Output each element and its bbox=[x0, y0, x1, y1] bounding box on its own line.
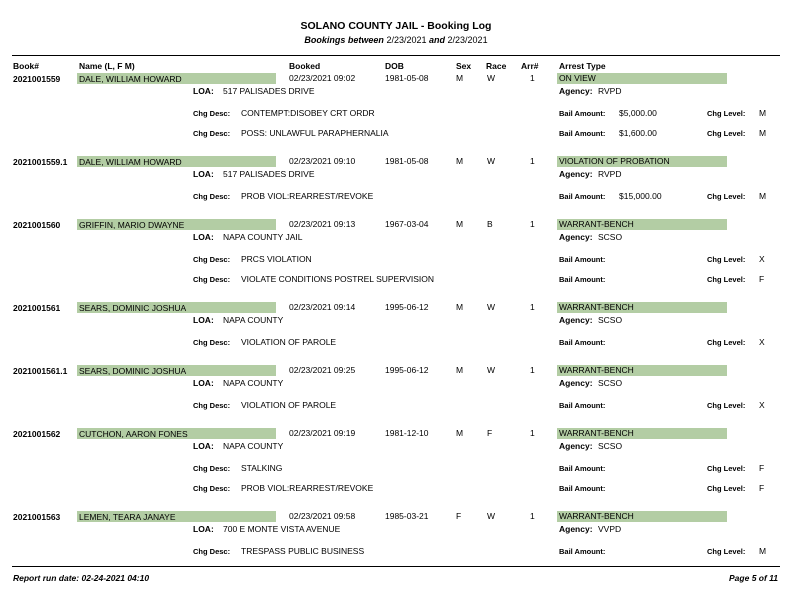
agency-label: Agency: bbox=[559, 315, 593, 325]
sex: M bbox=[456, 365, 464, 375]
footer-rule bbox=[12, 566, 780, 567]
race: W bbox=[487, 73, 496, 83]
col-header-book: Book# bbox=[13, 61, 39, 71]
chg-level-value: F bbox=[759, 463, 765, 473]
dob: 1995-06-12 bbox=[385, 365, 429, 375]
chg-desc-label: Chg Desc: bbox=[193, 484, 231, 493]
agency-value: VVPD bbox=[598, 524, 622, 534]
book-number: 2021001559 bbox=[13, 74, 61, 84]
bail-amount-label: Bail Amount: bbox=[559, 129, 606, 138]
agency-label: Agency: bbox=[559, 378, 593, 388]
agency-value: SCSO bbox=[598, 315, 623, 325]
chg-level-label: Chg Level: bbox=[707, 401, 746, 410]
loa-label: LOA: bbox=[193, 315, 214, 325]
booked-datetime: 02/23/2021 09:13 bbox=[289, 219, 356, 229]
chg-desc-value: VIOLATE CONDITIONS POSTREL SUPERVISION bbox=[241, 274, 435, 284]
booked-datetime: 02/23/2021 09:10 bbox=[289, 156, 356, 166]
agency-label: Agency: bbox=[559, 441, 593, 451]
chg-desc-value: PROB VIOL:REARREST/REVOKE bbox=[241, 483, 374, 493]
dob: 1981-12-10 bbox=[385, 428, 429, 438]
chg-desc-label: Chg Desc: bbox=[193, 129, 231, 138]
col-header-dob: DOB bbox=[385, 61, 404, 71]
race: B bbox=[487, 219, 493, 229]
arrest-type: ON VIEW bbox=[559, 73, 596, 83]
inmate-name: LEMEN, TEARA JANAYE bbox=[79, 512, 176, 522]
sex: F bbox=[456, 511, 462, 521]
chg-level-label: Chg Level: bbox=[707, 255, 746, 264]
dob: 1981-05-08 bbox=[385, 73, 429, 83]
col-header-sex: Sex bbox=[456, 61, 472, 71]
report-subtitle bbox=[0, 35, 792, 45]
subtitle-prefix: Bookings between bbox=[304, 35, 384, 45]
arrest-type: WARRANT-BENCH bbox=[559, 302, 634, 312]
chg-desc-value: PRCS VIOLATION bbox=[241, 254, 312, 264]
chg-desc-label: Chg Desc: bbox=[193, 338, 231, 347]
loa-value: NAPA COUNTY JAIL bbox=[223, 232, 303, 242]
booked-datetime: 02/23/2021 09:02 bbox=[289, 73, 356, 83]
booked-datetime: 02/23/2021 09:19 bbox=[289, 428, 356, 438]
bail-amount-label: Bail Amount: bbox=[559, 255, 606, 264]
chg-level-value: M bbox=[759, 191, 767, 201]
inmate-name: GRIFFIN, MARIO DWAYNE bbox=[79, 220, 185, 230]
arr-number: 1 bbox=[530, 302, 535, 312]
loa-label: LOA: bbox=[193, 441, 214, 451]
chg-level-label: Chg Level: bbox=[707, 109, 746, 118]
sex: M bbox=[456, 219, 464, 229]
book-number: 2021001562 bbox=[13, 429, 61, 439]
agency-label: Agency: bbox=[559, 232, 593, 242]
chg-desc-value: PROB VIOL:REARREST/REVOKE bbox=[241, 191, 374, 201]
dob: 1967-03-04 bbox=[385, 219, 429, 229]
chg-desc-value: TRESPASS PUBLIC BUSINESS bbox=[241, 546, 365, 556]
race: W bbox=[487, 302, 496, 312]
loa-value: NAPA COUNTY bbox=[223, 315, 284, 325]
arrest-type: WARRANT-BENCH bbox=[559, 428, 634, 438]
bail-amount-value: $15,000.00 bbox=[619, 191, 662, 201]
loa-value: NAPA COUNTY bbox=[223, 441, 284, 451]
dob: 1995-06-12 bbox=[385, 302, 429, 312]
loa-value: 700 E MONTE VISTA AVENUE bbox=[223, 524, 341, 534]
arr-number: 1 bbox=[530, 428, 535, 438]
header-top-rule bbox=[12, 55, 780, 56]
chg-desc-value: VIOLATION OF PAROLE bbox=[241, 400, 337, 410]
page-number: Page 5 of 11 bbox=[729, 573, 778, 583]
chg-desc-label: Chg Desc: bbox=[193, 547, 231, 556]
chg-desc-value: CONTEMPT:DISOBEY CRT ORDR bbox=[241, 108, 375, 118]
chg-desc-label: Chg Desc: bbox=[193, 109, 231, 118]
col-header-arrest-type: Arrest Type bbox=[559, 61, 606, 71]
loa-label: LOA: bbox=[193, 169, 214, 179]
loa-value: NAPA COUNTY bbox=[223, 378, 284, 388]
subtitle-and: and bbox=[429, 35, 446, 45]
col-header-booked: Booked bbox=[289, 61, 321, 71]
chg-desc-label: Chg Desc: bbox=[193, 275, 231, 284]
arrest-type: WARRANT-BENCH bbox=[559, 365, 634, 375]
chg-level-value: X bbox=[759, 254, 765, 264]
chg-level-label: Chg Level: bbox=[707, 338, 746, 347]
chg-desc-value: STALKING bbox=[241, 463, 283, 473]
arrest-type: WARRANT-BENCH bbox=[559, 219, 634, 229]
agency-label: Agency: bbox=[559, 524, 593, 534]
arr-number: 1 bbox=[530, 219, 535, 229]
book-number: 2021001561.1 bbox=[13, 366, 68, 376]
chg-level-value: F bbox=[759, 483, 765, 493]
bail-amount-label: Bail Amount: bbox=[559, 275, 606, 284]
loa-value: 517 PALISADES DRIVE bbox=[223, 86, 315, 96]
inmate-name: DALE, WILLIAM HOWARD bbox=[79, 74, 182, 84]
book-number: 2021001563 bbox=[13, 512, 61, 522]
inmate-name: DALE, WILLIAM HOWARD bbox=[79, 157, 182, 167]
chg-level-value: F bbox=[759, 274, 765, 284]
agency-value: SCSO bbox=[598, 232, 623, 242]
inmate-name: CUTCHON, AARON FONES bbox=[79, 429, 188, 439]
arr-number: 1 bbox=[530, 156, 535, 166]
race: W bbox=[487, 156, 496, 166]
arr-number: 1 bbox=[530, 511, 535, 521]
sex: M bbox=[456, 73, 464, 83]
chg-level-label: Chg Level: bbox=[707, 464, 746, 473]
bail-amount-label: Bail Amount: bbox=[559, 338, 606, 347]
race: F bbox=[487, 428, 493, 438]
chg-level-value: X bbox=[759, 337, 765, 347]
bail-amount-label: Bail Amount: bbox=[559, 401, 606, 410]
chg-desc-label: Chg Desc: bbox=[193, 255, 231, 264]
sex: M bbox=[456, 302, 464, 312]
chg-level-label: Chg Level: bbox=[707, 192, 746, 201]
bail-amount-label: Bail Amount: bbox=[559, 464, 606, 473]
agency-label: Agency: bbox=[559, 86, 593, 96]
chg-level-label: Chg Level: bbox=[707, 275, 746, 284]
arr-number: 1 bbox=[530, 73, 535, 83]
agency-value: RVPD bbox=[598, 86, 622, 96]
loa-label: LOA: bbox=[193, 524, 214, 534]
loa-value: 517 PALISADES DRIVE bbox=[223, 169, 315, 179]
loa-label: LOA: bbox=[193, 86, 214, 96]
arrest-type: WARRANT-BENCH bbox=[559, 511, 634, 521]
loa-label: LOA: bbox=[193, 378, 214, 388]
agency-label: Agency: bbox=[559, 169, 593, 179]
book-number: 2021001560 bbox=[13, 220, 61, 230]
chg-desc-value: VIOLATION OF PAROLE bbox=[241, 337, 337, 347]
chg-desc-label: Chg Desc: bbox=[193, 464, 231, 473]
bail-amount-label: Bail Amount: bbox=[559, 484, 606, 493]
col-header-name: Name (L, F M) bbox=[79, 61, 135, 71]
inmate-name: SEARS, DOMINIC JOSHUA bbox=[79, 303, 187, 313]
bail-amount-label: Bail Amount: bbox=[559, 109, 606, 118]
arrest-type: VIOLATION OF PROBATION bbox=[559, 156, 670, 166]
sex: M bbox=[456, 428, 464, 438]
bail-amount-label: Bail Amount: bbox=[559, 192, 606, 201]
col-header-race: Race bbox=[486, 61, 507, 71]
chg-level-value: M bbox=[759, 128, 767, 138]
chg-level-label: Chg Level: bbox=[707, 484, 746, 493]
booked-datetime: 02/23/2021 09:25 bbox=[289, 365, 356, 375]
report-run-date: Report run date: 02-24-2021 04:10 bbox=[13, 573, 150, 583]
book-number: 2021001561 bbox=[13, 303, 61, 313]
book-number: 2021001559.1 bbox=[13, 157, 68, 167]
dob: 1985-03-21 bbox=[385, 511, 429, 521]
booked-datetime: 02/23/2021 09:14 bbox=[289, 302, 356, 312]
inmate-name: SEARS, DOMINIC JOSHUA bbox=[79, 366, 187, 376]
agency-value: SCSO bbox=[598, 378, 623, 388]
date-to: 2/23/2021 bbox=[447, 35, 488, 45]
booked-datetime: 02/23/2021 09:58 bbox=[289, 511, 356, 521]
date-from: 2/23/2021 bbox=[386, 35, 427, 45]
chg-desc-label: Chg Desc: bbox=[193, 401, 231, 410]
agency-value: RVPD bbox=[598, 169, 622, 179]
race: W bbox=[487, 365, 496, 375]
chg-level-label: Chg Level: bbox=[707, 129, 746, 138]
chg-desc-value: POSS: UNLAWFUL PARAPHERNALIA bbox=[241, 128, 389, 138]
chg-level-value: X bbox=[759, 400, 765, 410]
chg-desc-label: Chg Desc: bbox=[193, 192, 231, 201]
race: W bbox=[487, 511, 496, 521]
chg-level-value: M bbox=[759, 108, 767, 118]
bail-amount-value: $5,000.00 bbox=[619, 108, 657, 118]
chg-level-value: M bbox=[759, 546, 767, 556]
arr-number: 1 bbox=[530, 365, 535, 375]
bail-amount-value: $1,600.00 bbox=[619, 128, 657, 138]
report-title: SOLANO COUNTY JAIL - Booking Log bbox=[300, 20, 492, 32]
col-header-arr: Arr# bbox=[521, 61, 539, 71]
agency-value: SCSO bbox=[598, 441, 623, 451]
sex: M bbox=[456, 156, 464, 166]
loa-label: LOA: bbox=[193, 232, 214, 242]
dob: 1981-05-08 bbox=[385, 156, 429, 166]
bail-amount-label: Bail Amount: bbox=[559, 547, 606, 556]
chg-level-label: Chg Level: bbox=[707, 547, 746, 556]
